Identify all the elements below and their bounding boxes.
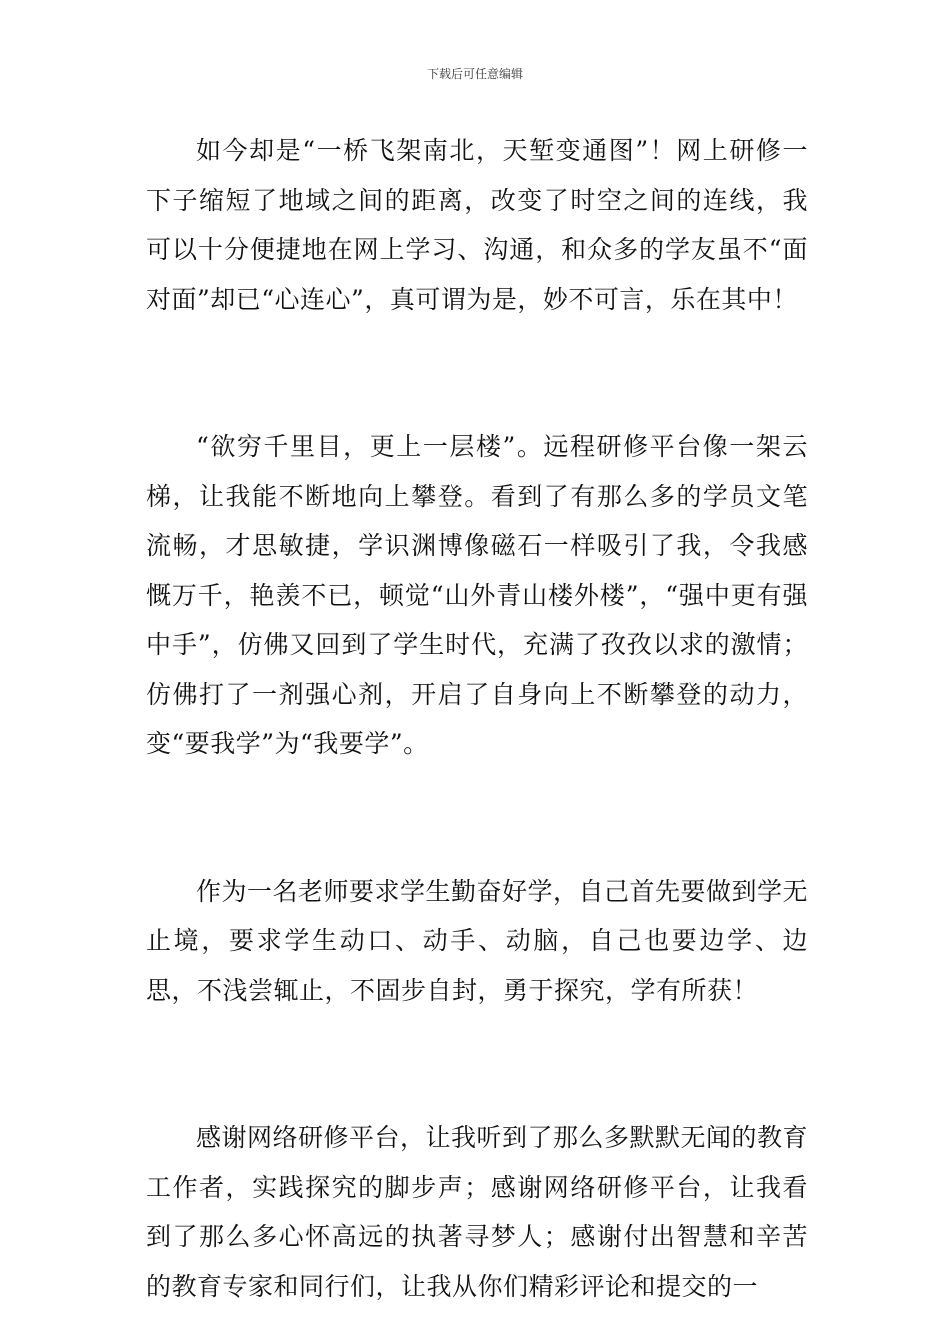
paragraph-1: 如今却是“一桥飞架南北，天堑变通图”！网上研修一下子缩短了地域之间的距离，改变了时空之间的连线，我可以十分便捷地在网上学习、沟通，和众多的学友虽不“面对面”却已“心连心”，真可谓为是，妙不可言，乐在其中！ — [146, 136, 808, 314]
document-body — [146, 126, 808, 1311]
paragraph-2: “欲穷千里目，更上一层楼”。远程研修平台像一架云梯，让我能不断地向上攀登。看到了有那么多的学员文笔流畅，才思敏捷，学识渊博像磁石一样吸引了我，令我感慨万千，艳羡不已，顿觉“山外青山楼外楼”，“强中更有强中手”，仿佛又回到了学生时代，充满了孜孜以求的激情；仿佛打了一剂强心剂，开启了自身向上不断攀登的动力，变“要我学”为“我要学”。 — [146, 432, 808, 758]
paragraph-3: 作为一名老师要求学生勤奋好学，自己首先要做到学无止境，要求学生动口、动手、动脑，自己也要边学、边思，不浅尝辄止，不固步自封，勇于探究，学有所获！ — [146, 876, 809, 1005]
paragraph-4: 感谢网络研修平台，让我听到了那么多默默无闻的教育工作者，实践探究的脚步声；感谢网络研修平台，让我看到了那么多心怀高远的执著寻梦人；感谢付出智慧和辛苦的教育专家和同行们，让我从你们精彩评论和提交的一 — [146, 1123, 809, 1301]
page-header-note: 下载后可任意编辑 — [426, 67, 523, 81]
